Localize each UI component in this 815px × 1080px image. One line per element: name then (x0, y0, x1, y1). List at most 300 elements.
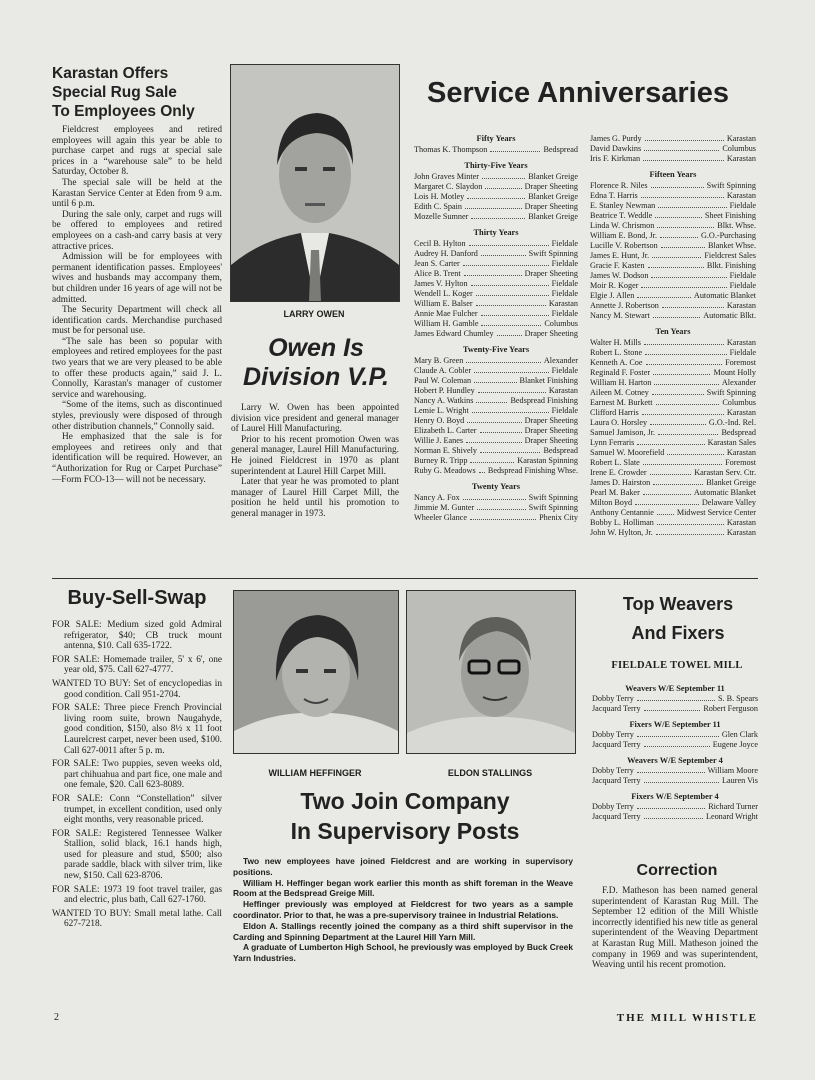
anniversary-location: Swift Spinning (528, 493, 578, 502)
anniversary-row (414, 172, 578, 182)
anniversary-location: Bedspread (721, 428, 756, 437)
weavers-groups (592, 678, 758, 822)
karastan-paragraph: Fieldcrest employees and retired employees will again this year be able to purchase carpet and rugs at special sale prices in a “warehouse sale” to be held Saturday, October 8. (52, 125, 222, 178)
anniversary-name: Edna T. Harris (590, 191, 638, 200)
anniversary-location: Draper Sheeting (524, 202, 578, 211)
karastan-headline-line-2: Special Rug Sale (52, 84, 177, 101)
anniversary-row (590, 368, 756, 378)
anniversary-row (590, 348, 756, 358)
anniversary-row (590, 488, 756, 498)
anniversary-row (590, 408, 756, 418)
correction-text (592, 886, 758, 971)
correction-paragraph: F.D. Matheson has been named general superintendent of Karastan Rug Mill. The September 12 edition of the Mill Whistle incorrectly identified his new title as general superintendent of the Weaving Department at Karastan Rug Mill. Matheson joined the company in 1969 and was superintendent, Weaving until his recent promotion. (592, 886, 758, 971)
anniversary-row (590, 251, 756, 261)
leader-dots (476, 299, 546, 306)
anniversary-row (414, 202, 578, 212)
leader-dots (656, 398, 720, 405)
leader-dots (479, 466, 485, 473)
leader-dots (644, 812, 703, 819)
loom-type: Jacquard Terry (592, 776, 641, 785)
worker-name: Robert Ferguson (703, 704, 758, 713)
weavers-group-heading: Weavers W/E September 4 (627, 756, 723, 765)
weavers-group-heading: Fixers W/E September 4 (631, 792, 719, 801)
leader-dots (657, 221, 714, 228)
weavers-title (588, 590, 768, 648)
anniversary-row (590, 428, 756, 438)
karastan-headline-line-1: Karastan Offers (52, 65, 169, 82)
anniversary-location: Phenix City (539, 513, 578, 522)
anniversary-name: Burney R. Tripp (414, 456, 468, 465)
leader-dots (648, 261, 704, 268)
leader-dots (641, 281, 726, 288)
anniversary-location: Fieldale (551, 239, 578, 248)
karastan-headline-line-3: To Employees Only (52, 103, 195, 120)
anniversary-row (590, 144, 756, 154)
leader-dots (653, 478, 703, 485)
anniversary-row (590, 508, 756, 518)
anniversary-location: Alexander (721, 378, 756, 387)
anniversary-name: Lucille V. Robertson (590, 241, 658, 250)
leader-dots (644, 740, 710, 747)
anniversary-name: Reginald F. Foster (590, 368, 651, 377)
worker-name: Lauren Vis (722, 776, 758, 785)
larry-owen-photo (230, 64, 400, 302)
anniversary-location: Draper Sheeting (524, 416, 578, 425)
anniversary-row (590, 498, 756, 508)
weavers-group-heading: Fixers W/E September 11 (629, 720, 721, 729)
leader-dots (650, 418, 706, 425)
supervisory-paragraph: William H. Heffinger began work earlier this month as shift foreman in the Weave Room at the Bedspread Greige Mill. (233, 877, 573, 899)
leader-dots (637, 802, 705, 809)
anniversary-name: Ruby G. Meadows (414, 466, 476, 475)
anniversary-row (590, 211, 756, 221)
anniversary-location: Karastan (726, 154, 756, 163)
anniversary-name: Cecil B. Hylton (414, 239, 466, 248)
anniversary-name: Elizabeth L. Carter (414, 426, 477, 435)
anniversary-row (590, 458, 756, 468)
anniversaries-column-1 (414, 128, 578, 523)
leader-dots (637, 694, 715, 701)
anniversary-row (590, 358, 756, 368)
supervisory-article (233, 856, 573, 964)
weavers-row (592, 740, 758, 750)
anniversary-name: Mary B. Green (414, 356, 464, 365)
karastan-paragraph: Admission will be for employees with permanent identification passes. Employees' wives and husbands may accompany them, but children under 16 years of age will not be admitted. (52, 252, 222, 305)
anniversary-location: Columbus (544, 319, 578, 328)
anniversary-group-heading: Twenty Years (471, 482, 521, 491)
leader-dots (655, 211, 702, 218)
leader-dots (474, 376, 516, 383)
anniversary-location: Karastan Serv. Ctr. (694, 468, 756, 477)
anniversary-name: Wheeler Glance (414, 513, 467, 522)
anniversary-row (414, 212, 578, 222)
leader-dots (474, 366, 549, 373)
anniversary-row (414, 386, 578, 396)
anniversary-name: Samuel Jamison, Jr. (590, 428, 656, 437)
anniversary-row (590, 201, 756, 211)
anniversary-location: G.O.-Purchasing (700, 231, 756, 240)
anniversary-name: Walter H. Mills (590, 338, 641, 347)
leader-dots (644, 776, 719, 783)
page-number: 2 (54, 1012, 59, 1023)
anniversary-location: G.O.-Ind. Rel. (708, 418, 756, 427)
leader-dots (471, 279, 549, 286)
anniversary-name: Beatrice T. Weddle (590, 211, 653, 220)
anniversary-row (590, 301, 756, 311)
anniversary-name: William H. Gamble (414, 319, 479, 328)
leader-dots (464, 269, 522, 276)
leader-dots (482, 172, 525, 179)
anniversary-group-heading: Fifteen Years (649, 170, 697, 179)
anniversary-location: Karastan (548, 386, 578, 395)
anniversary-row (414, 356, 578, 366)
anniversary-row (590, 241, 756, 251)
anniversary-location: Automatic Blkt. (703, 311, 756, 320)
karastan-paragraph: The special sale will be held at the Karastan Service Center at Eden from 9 a.m. until 6 p.m. (52, 177, 222, 210)
worker-name: Richard Turner (708, 802, 758, 811)
anniversary-row (414, 503, 578, 513)
anniversary-location: Bedspread (543, 145, 578, 154)
loom-type: Dobby Terry (592, 694, 634, 703)
leader-dots (667, 448, 724, 455)
buy-sell-swap-ads (52, 620, 222, 933)
anniversary-row (414, 513, 578, 523)
buy-sell-swap-title: Buy-Sell-Swap (67, 587, 207, 609)
anniversary-row (590, 261, 756, 271)
weavers-row (592, 766, 758, 776)
karastan-paragraph: He emphasized that the sale is for employees and retirees only and that identification will be required. However, an “Authorization for Rug or Carpet Purchase” —Form FCO-13— will not be necessary. (52, 432, 222, 485)
leader-dots (490, 145, 540, 152)
anniversary-row (590, 528, 756, 538)
loom-type: Dobby Terry (592, 730, 634, 739)
leader-dots (658, 201, 726, 208)
owen-headline (232, 334, 400, 392)
leader-dots (476, 289, 549, 296)
classified-ad: FOR SALE: Conn “Constellation” silver trumpet, in excellent condition, used only eight months, very reasonable priced. (52, 793, 222, 826)
anniversary-row (590, 291, 756, 301)
supervisory-paragraph: A graduate of Lumberton High School, he previously was employed by Buck Creek Yarn Industries. (233, 942, 573, 964)
anniversary-location: Automatic Blanket (693, 291, 756, 300)
anniversary-name: Nancy A. Watkins (414, 396, 474, 405)
anniversary-location: Columbus (722, 144, 756, 153)
anniversary-location: Columbus (722, 398, 756, 407)
anniversary-name: Edith C. Spain (414, 202, 462, 211)
leader-dots (470, 456, 514, 463)
anniversary-name: Annie Mae Fulcher (414, 309, 478, 318)
leader-dots (466, 436, 522, 443)
anniversary-location: Alexander (543, 356, 578, 365)
anniversary-row (414, 493, 578, 503)
anniversary-row (414, 456, 578, 466)
anniversary-location: Fieldale (729, 281, 756, 290)
anniversary-row (590, 398, 756, 408)
anniversary-location: Swift Spinning (706, 388, 756, 397)
leader-dots (470, 513, 536, 520)
anniversary-row (590, 231, 756, 241)
anniversary-row (590, 418, 756, 428)
anniversary-name: Paul W. Coleman (414, 376, 472, 385)
anniversary-name: Clifford Harris (590, 408, 639, 417)
anniversary-name: James W. Dodson (590, 271, 649, 280)
classified-ad: FOR SALE: Registered Tennessee Walker Stallion, solid black, 16.1 hands high, used for pleasure and stud, $500; also parade saddle, black with silver trim, like new, $150. Call 623-8706. (52, 828, 222, 882)
anniversary-name: Lynn Ferraris (590, 438, 635, 447)
anniversary-row (414, 446, 578, 456)
anniversary-location: Karastan Sales (707, 438, 756, 447)
leader-dots (643, 488, 691, 495)
anniversary-location: Fieldale (551, 259, 578, 268)
anniversary-location: Bedspread Finishing (510, 396, 578, 405)
leader-dots (644, 338, 724, 345)
leader-dots (653, 368, 710, 375)
anniversary-name: Earnest M. Burkett (590, 398, 653, 407)
supervisory-paragraph: Heffinger previously was employed at Fieldcrest for two years as a sample coordinator. Prior to that, he was a pre-supervisory trainee in Industrial Relations. (233, 899, 573, 920)
leader-dots (497, 329, 522, 336)
leader-dots (637, 291, 691, 298)
anniversary-location: Blanket Greige (528, 192, 578, 201)
leader-dots (645, 134, 724, 141)
owen-paragraph: Later that year he was promoted to plant manager of Laurel Hill Carpet Mill, the position he held until his promotion to general manager in 1973. (231, 477, 399, 519)
supervisory-headline-line-1: Two Join Company (300, 788, 510, 814)
anniversary-row (590, 311, 756, 321)
anniversary-location: Fieldale (551, 406, 578, 415)
weavers-row (592, 694, 758, 704)
anniversary-row (590, 478, 756, 488)
leader-dots (478, 386, 546, 393)
anniversary-name: Lemie L. Wright (414, 406, 469, 415)
anniversary-name: Milton Boyd (590, 498, 633, 507)
anniversary-name: Florence R. Niles (590, 181, 648, 190)
anniversary-location: Karastan (726, 301, 756, 310)
anniversary-name: Kenneth A. Coe (590, 358, 643, 367)
anniversary-row (590, 221, 756, 231)
karastan-paragraph: During the sale only, carpet and rugs will be offered to employees and retired employees on a cash-and carry basis at very attractive prices. (52, 209, 222, 252)
anniversary-name: James G. Purdy (590, 134, 642, 143)
weavers-row (592, 704, 758, 714)
weavers-row (592, 776, 758, 786)
leader-dots (657, 508, 674, 515)
anniversary-location: Blanket Greige (528, 172, 578, 181)
anniversary-row (414, 319, 578, 329)
anniversary-name: Jimmie M. Gunter (414, 503, 475, 512)
anniversary-row (590, 438, 756, 448)
leader-dots (644, 144, 719, 151)
owen-headline-line-1: Owen Is (268, 334, 364, 362)
leader-dots (642, 408, 724, 415)
anniversary-location: Fieldale (729, 271, 756, 280)
leader-dots (644, 704, 701, 711)
anniversary-group-heading: Thirty Years (473, 228, 519, 237)
anniversary-row (414, 426, 578, 436)
leader-dots (643, 458, 722, 465)
anniversary-name: E. Stanley Newman (590, 201, 656, 210)
owen-headline-line-2: Division V.P. (243, 363, 389, 391)
anniversary-location: Bedspread Finishing Whse. (487, 466, 578, 475)
anniversary-row (414, 309, 578, 319)
anniversary-row (590, 271, 756, 281)
weavers-group-heading: Weavers W/E September 11 (625, 684, 725, 693)
anniversary-row (590, 338, 756, 348)
anniversary-location: Karastan (548, 299, 578, 308)
anniversary-name: Aileen M. Cotney (590, 388, 649, 397)
anniversary-name: Mozelle Sumner (414, 212, 469, 221)
leader-dots (652, 388, 704, 395)
anniversary-location: Bedspread (543, 446, 578, 455)
leader-dots (641, 191, 724, 198)
anniversary-location: Karastan (726, 408, 756, 417)
leader-dots (637, 766, 705, 773)
anniversary-group-heading: Ten Years (655, 327, 691, 336)
leader-dots (643, 154, 724, 161)
leader-dots (480, 446, 540, 453)
anniversary-location: Fieldale (551, 279, 578, 288)
anniversary-row (414, 406, 578, 416)
anniversary-row (414, 376, 578, 386)
william-heffinger-caption: WILLIAM HEFFINGER (268, 768, 362, 778)
anniversary-name: Iris F. Kirkman (590, 154, 641, 163)
worker-name: Eugene Joyce (712, 740, 758, 749)
leader-dots (653, 311, 700, 318)
anniversary-name: Henry O. Boyd (414, 416, 465, 425)
weavers-title-line-2: And Fixers (631, 623, 725, 643)
anniversary-location: Fieldcrest Sales (704, 251, 756, 260)
karastan-paragraph: The Security Department will check all identification cards. Merchandise purchased must be for personal use. (52, 305, 222, 337)
eldon-stallings-photo (406, 590, 576, 754)
anniversary-row (590, 468, 756, 478)
leader-dots (467, 416, 521, 423)
leader-dots (660, 231, 698, 238)
anniversary-location: Blanket Greige (528, 212, 578, 221)
anniversary-location: Blanket Whse. (707, 241, 756, 250)
anniversary-location: Fieldale (729, 348, 756, 357)
anniversary-row (414, 239, 578, 249)
anniversary-name: John Graves Minter (414, 172, 480, 181)
leader-dots (477, 503, 525, 510)
eldon-stallings-caption: ELDON STALLINGS (447, 768, 533, 778)
classified-ad: WANTED TO BUY: Small metal lathe. Call 627-7218. (52, 908, 222, 930)
leader-dots (662, 301, 724, 308)
anniversary-name: William H. Harton (590, 378, 652, 387)
anniversary-row (414, 192, 578, 202)
anniversary-location: Mount Holly (713, 368, 756, 377)
anniversary-location: Blanket Greige (706, 478, 756, 487)
leader-dots (651, 181, 704, 188)
leader-dots (466, 356, 541, 363)
weavers-row (592, 802, 758, 812)
leader-dots (476, 396, 507, 403)
loom-type: Jacquard Terry (592, 740, 641, 749)
anniversary-row (590, 191, 756, 201)
anniversary-row (590, 378, 756, 388)
leader-dots (481, 309, 549, 316)
supervisory-paragraph: Two new employees have joined Fieldcrest and are working in supervisory positions. (233, 856, 573, 877)
anniversary-location: Karastan (726, 528, 756, 537)
anniversary-row (414, 366, 578, 376)
anniversary-row (414, 269, 578, 279)
leader-dots (463, 493, 526, 500)
leader-dots (637, 730, 719, 737)
leader-dots (485, 182, 521, 189)
anniversary-row (414, 466, 578, 476)
leader-dots (467, 192, 525, 199)
leader-dots (657, 518, 724, 525)
anniversary-location: Karastan Spinning (517, 456, 578, 465)
owen-paragraph: Larry W. Owen has been appointed division vice president and general manager of Laurel Hill Manufacturing. (231, 403, 399, 435)
leader-dots (481, 319, 541, 326)
anniversary-name: Linda W. Chrismon (590, 221, 655, 230)
anniversary-row (414, 436, 578, 446)
leader-dots (471, 212, 525, 219)
anniversary-location: Fieldale (551, 289, 578, 298)
anniversary-row (414, 249, 578, 259)
anniversary-name: Jean S. Carter (414, 259, 460, 268)
anniversary-row (414, 145, 578, 155)
weavers-title-line-1: Top Weavers (622, 594, 734, 614)
leader-dots (650, 468, 692, 475)
anniversary-location: Midwest Service Center (676, 508, 756, 517)
leader-dots (661, 241, 705, 248)
anniversary-row (590, 518, 756, 528)
karastan-headline (52, 64, 222, 121)
anniversary-location: Fieldale (551, 366, 578, 375)
anniversary-location: Foremost (725, 458, 756, 467)
larry-owen-caption: LARRY OWEN (283, 309, 345, 319)
anniversary-location: Draper Sheeting (524, 269, 578, 278)
anniversary-location: Karastan (726, 448, 756, 457)
anniversary-name: Alice B. Trent (414, 269, 461, 278)
anniversary-row (414, 182, 578, 192)
anniversary-location: Sheet Finishing (704, 211, 756, 220)
anniversary-row (590, 281, 756, 291)
anniversary-name: James D. Hairston (590, 478, 651, 487)
leader-dots (465, 202, 522, 209)
anniversary-name: John W. Hylton, Jr. (590, 528, 653, 537)
leader-dots (652, 251, 701, 258)
leader-dots (658, 428, 718, 435)
supervisory-paragraph: Eldon A. Stallings recently joined the company as a third shift supervisor in the Carding and Spinning Department at the Laurel Hill Yarn Mill. (233, 920, 573, 942)
loom-type: Jacquard Terry (592, 812, 641, 821)
anniversary-name: Nancy A. Fox (414, 493, 460, 502)
karastan-body (52, 125, 222, 485)
anniversary-name: William E. Bond, Jr. (590, 231, 657, 240)
anniversary-name: Anthony Centannie (590, 508, 654, 517)
anniversary-name: Gracie F. Kasten (590, 261, 645, 270)
loom-type: Dobby Terry (592, 766, 634, 775)
classified-ad: FOR SALE: Three piece French Provincial living room suite, brown Naugahyde, good condition, $150, also 8½ x 11 foot Laurelcrest carpet, never been used, $100. Call 627-0011 after 5 p. m. (52, 703, 222, 756)
anniversary-location: Draper Sheeting (524, 436, 578, 445)
anniversary-location: Draper Sheeting (524, 426, 578, 435)
anniversary-name: Moir R. Koger (590, 281, 639, 290)
anniversary-group-heading: Twenty-Five Years (462, 345, 530, 354)
anniversary-name: Norman E. Shively (414, 446, 477, 455)
anniversary-name: Lois H. Motley (414, 192, 465, 201)
classified-ad: WANTED TO BUY: Set of encyclopedias in good condition. Call 951-2704. (52, 678, 222, 700)
anniversary-row (590, 134, 756, 144)
anniversary-location: Blkt. Whse. (717, 221, 756, 230)
leader-dots (645, 348, 727, 355)
anniversary-row (414, 279, 578, 289)
anniversary-row (414, 396, 578, 406)
anniversary-location: Karastan (726, 338, 756, 347)
anniversary-location: Swift Spinning (706, 181, 756, 190)
anniversary-name: Laura O. Horsley (590, 418, 648, 427)
leader-dots (637, 438, 704, 445)
supervisory-headline-line-2: In Supervisory Posts (290, 818, 520, 844)
anniversary-name: Pearl M. Baker (590, 488, 640, 497)
weavers-row (592, 730, 758, 740)
leader-dots (469, 239, 549, 246)
fieldale-mill-heading: FIELDALE TOWEL MILL (611, 660, 743, 671)
worker-name: Glen Clark (721, 730, 758, 739)
